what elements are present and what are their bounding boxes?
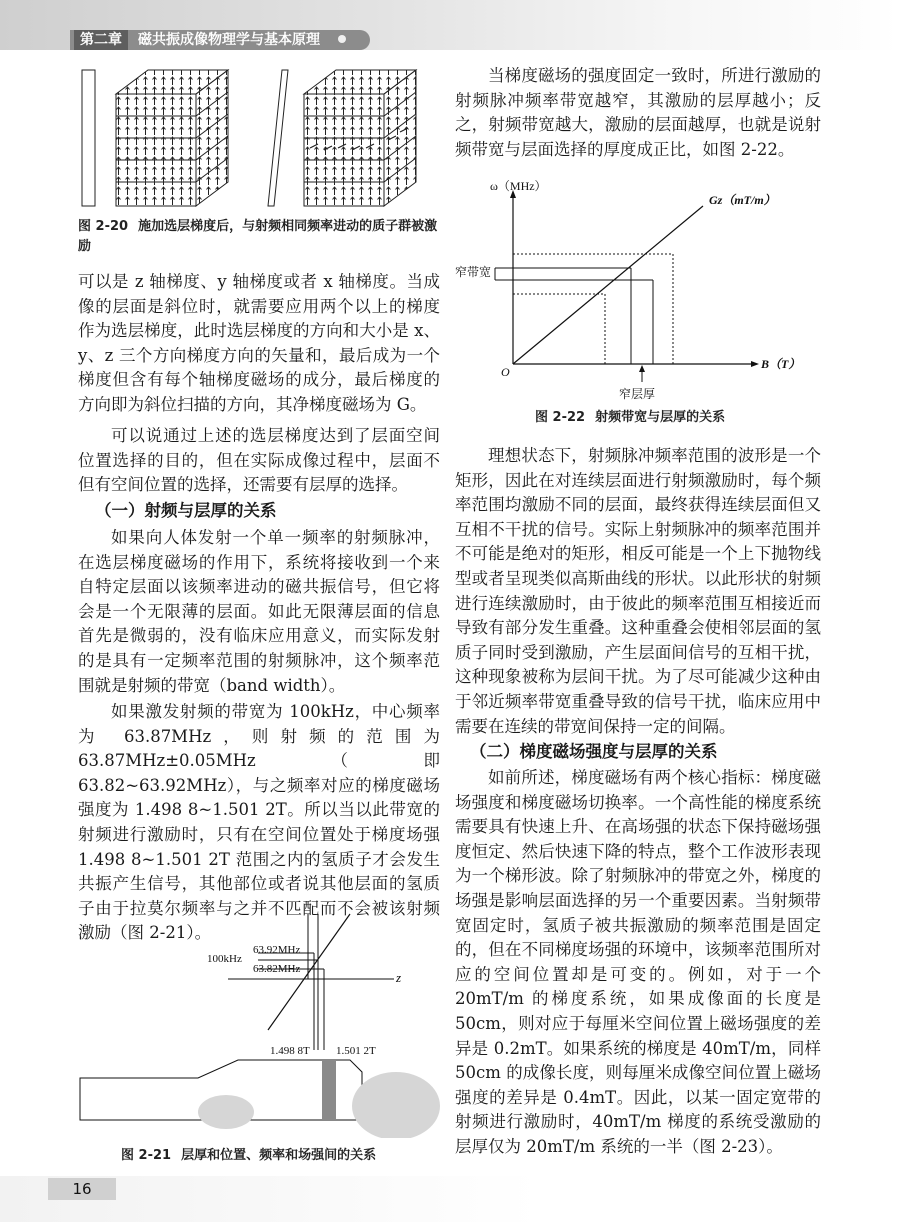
figure-2-21-caption [121,1146,376,1166]
figure-2-22 [455,176,821,402]
left-paragraph-1: 可以是 z 轴梯度、y 轴梯度或者 x 轴梯度。当成像的层面是斜位时，就需要应用两个以上的梯度作为选层梯度，此时选层梯度的方向和大小是 x、y、z 三个方向梯度方向的矢量和，最后成为一个梯度但含有每个轴梯度磁场的成分，最后梯度的方向即为斜位扫描的方向，其净梯度磁场为 G。 [78,272,440,414]
right-paragraph-2: 理想状态下，射频脉冲频率范围的波形是一个矩形，因此在对连续层面进行射频激励时，每个频率范围均激励不同的层面，最终获得连续层面但又互相不干扰的信号。实际上射频脉冲的频率范围并不可能是绝对的矩形，相反可能是一个上下抛物线型或者呈现类似高斯曲线的形状。以此形状的射频进行连续激励时，由于彼此的频率范围互相接近而导致有部分发生重叠。这种重叠会使相邻层面的氢质子同时受到激励，产生层面间信号的互相干扰，这种现象被称为层间干扰。为了尽可能减少这种由于邻近频率带宽重叠导致的信号干扰，临床应用中需要在连续的带宽间保持一定的间隔。 [455,446,821,736]
label-narrow-bandwidth: 窄带宽 [455,265,492,279]
header-dot [338,35,346,43]
page-header [0,0,900,50]
label-bandwidth: 100kHz [207,953,242,965]
label-z-axis: z [396,970,402,985]
figure-2-22-text: 射频带宽与层厚的关系 [595,410,726,425]
page-number: 16 [48,1178,116,1200]
label-x-axis: B（T） [761,357,801,371]
right-paragraph-3: 如前所述，梯度磁场有两个核心指标：梯度磁场强度和梯度磁场切换率。一个高性能的梯度系统需要具有快速上升、在高场强的状态下保持磁场强度恒定、然后快速下降的特点，整个工作波形表现为一个梯形波。除了射频脉冲的带宽之外，梯度的场强是影响层面选择的另一个重要因素。当射频带宽固定时，氢质子被共振激励的频率范围是固定的，但在不同梯度场强的环境中，该频率范围所对应的空间位置却是可变的。例如，对于一个 20mT/m 的梯度系统，如果成像面的长度是 50cm，则对应于每厘米空间位置上磁场强度的差异是 0.2mT。如果系统的梯度是 40mT/m，同样 50cm 的成像长度，则每厘米成像空间位置上磁场强度的差异是 0.4mT。因此，以某一固定宽带的射频进行激励时，40mT/m 梯度的系统受激励的层厚仅为 20mT/m 系统的一半（图 2-23）。 [455,768,821,1156]
label-freq-low: 63.82MHz [253,963,301,975]
label-gz: Gz（mT/m） [709,193,776,207]
left-paragraph-3: 如果向人体发射一个单一频率的射频脉冲，在选层梯度磁场的作用下，系统将接收到一个来自特定层面以该频率进动的磁共振信号，但它将会是一个无限薄的层面。如此无限薄层面的信息首先是微弱的，没有临床应用意义，而实际发射的是具有一定频率范围的射频脉冲，这个频率范围就是射频的带宽（band width）。 [78,528,440,695]
label-freq-high: 63.92MHz [253,944,301,956]
chapter-title: 磁共振成像物理学与基本原理 [138,32,320,48]
label-thin-slice: 窄层厚 [619,387,656,401]
left-paragraph-4: 如果激发射频的带宽为 100kHz，中心频率为 63.87MHz，则射频的范围为 63.87MHz±0.05MHz（即 63.82~63.92MHz），与之频率对应的梯度磁场强度为 1.498 8~1.501 2T。所以当以此带宽的射频进行激励时，只有在空间位置处于梯度场强 1.498 8~1.501 2T 范围之内的氢质子才会发生共振产生信号，其他部位或者说其他层面的氢质子由于拉莫尔频率与之并不匹配而不会被该射频激励（图 2-21）。 [78,702,440,943]
figure-2-22-caption [535,408,725,428]
figure-2-21-text: 层厚和位置、频率和场强间的关系 [181,1148,377,1163]
label-y-axis: ω（MHz） [490,179,547,193]
label-field-1: 1.498 8T [270,1045,310,1057]
figure-2-21 [78,910,440,1138]
label-origin: O [501,365,510,379]
patient-body [80,1060,440,1138]
right-paragraph-1: 当梯度磁场的强度固定一致时，所进行激励的射频脉冲频率带宽越窄，其激励的层厚越小；反之，射频带宽越大，激励的层面越厚，也就是说射频带宽与层面选择的厚度成正比，如图 2-22。 [455,66,821,159]
figure-2-21-number: 图 2-21 [121,1148,172,1163]
cube-left [116,70,228,206]
figure-2-20 [78,66,442,212]
left-paragraph-2: 可以说通过上述的选层梯度达到了层面空间位置选择的目的，但在实际成像过程中，层面不但有空间位置的选择，还需要有层厚的选择。 [78,426,440,495]
cube-right [304,70,416,206]
section-heading-gradient-thickness: （二）梯度磁场强度与层厚的关系 [470,742,718,761]
section-heading-rf-thickness: （一）射频与层厚的关系 [95,501,277,520]
figure-2-20-number: 图 2-20 [78,219,129,234]
figure-2-20-text: 施加选层梯度后，与射频相同频率进动的质子群被激励 [78,219,438,254]
figure-2-22-number: 图 2-22 [535,410,586,425]
figure-2-20-caption [78,217,440,257]
chapter-label: 第二章 [74,30,128,50]
label-field-2: 1.501 2T [336,1045,376,1057]
